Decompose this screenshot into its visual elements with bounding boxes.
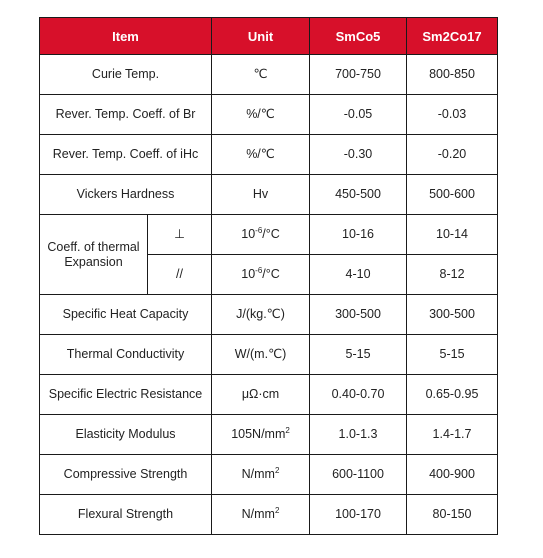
table-row	[40, 55, 498, 95]
sm2co17-cell: -0.20	[407, 135, 498, 175]
table-row	[40, 135, 498, 175]
sm2co17-cell: 80-150	[407, 495, 498, 535]
smco5-cell: 450-500	[310, 175, 407, 215]
unit-exponent: -6	[255, 266, 263, 275]
unit-cell: %/℃	[212, 95, 310, 135]
unit-base: N/mm	[241, 467, 275, 481]
table-row	[40, 175, 498, 215]
unit-exponent: 2	[274, 506, 280, 515]
sm2co17-cell: 400-900	[407, 455, 498, 495]
item-cell: Rever. Temp. Coeff. of Br	[40, 95, 212, 135]
sm2co17-cell: -0.03	[407, 95, 498, 135]
item-cell: Elasticity Modulus	[40, 415, 212, 455]
unit-exponent: -6	[255, 226, 263, 235]
perpendicular-symbol: ⊥	[148, 215, 212, 255]
unit-base: N/mm	[241, 507, 275, 521]
sm2co17-cell: 800-850	[407, 55, 498, 95]
unit-cell	[212, 455, 310, 495]
smco5-cell: 1.0-1.3	[310, 415, 407, 455]
smco5-cell: 300-500	[310, 295, 407, 335]
smco5-cell: 0.40-0.70	[310, 375, 407, 415]
item-cell: Rever. Temp. Coeff. of iHc	[40, 135, 212, 175]
unit-cell: W/(m.℃)	[212, 335, 310, 375]
header-sm2co17: Sm2Co17	[407, 18, 498, 55]
header-item: Item	[40, 18, 212, 55]
header-smco5: SmCo5	[310, 18, 407, 55]
smco5-cell: 10-16	[310, 215, 407, 255]
unit-cell: Hv	[212, 175, 310, 215]
unit-tail: /°C	[262, 227, 280, 241]
unit-base: 10	[241, 267, 256, 281]
unit-base: 105N/mm	[231, 427, 286, 441]
table-row	[40, 455, 498, 495]
table-row	[40, 215, 498, 255]
smco5-cell: 700-750	[310, 55, 407, 95]
unit-base: 10	[241, 227, 256, 241]
unit-cell	[212, 415, 310, 455]
properties-table	[39, 17, 498, 535]
table-row	[40, 95, 498, 135]
unit-cell: ℃	[212, 55, 310, 95]
smco5-cell: 5-15	[310, 335, 407, 375]
item-cell: Curie Temp.	[40, 55, 212, 95]
table-row	[40, 495, 498, 535]
smco5-cell: 4-10	[310, 255, 407, 295]
item-cell: Specific Electric Resistance	[40, 375, 212, 415]
table-row	[40, 375, 498, 415]
table-row	[40, 295, 498, 335]
smco5-cell: 600-1100	[310, 455, 407, 495]
unit-cell	[212, 495, 310, 535]
smco5-cell: -0.05	[310, 95, 407, 135]
unit-tail: /°C	[262, 267, 280, 281]
sm2co17-cell: 5-15	[407, 335, 498, 375]
table-row	[40, 415, 498, 455]
unit-cell	[212, 255, 310, 295]
sm2co17-cell: 500-600	[407, 175, 498, 215]
header-unit: Unit	[212, 18, 310, 55]
unit-exponent: 2	[274, 466, 280, 475]
sm2co17-cell: 8-12	[407, 255, 498, 295]
expansion-label: Coeff. of thermal Expansion	[40, 215, 148, 295]
item-cell: Thermal Conductivity	[40, 335, 212, 375]
item-cell: Specific Heat Capacity	[40, 295, 212, 335]
unit-cell: %/℃	[212, 135, 310, 175]
item-cell: Vickers Hardness	[40, 175, 212, 215]
parallel-symbol: //	[148, 255, 212, 295]
smco5-cell: 100-170	[310, 495, 407, 535]
table-row	[40, 335, 498, 375]
unit-exponent: 2	[285, 426, 290, 435]
header-row	[40, 18, 498, 55]
unit-cell: J/(kg.℃)	[212, 295, 310, 335]
sm2co17-cell: 1.4-1.7	[407, 415, 498, 455]
sm2co17-cell: 0.65-0.95	[407, 375, 498, 415]
unit-cell: μΩ·cm	[212, 375, 310, 415]
sm2co17-cell: 10-14	[407, 215, 498, 255]
sm2co17-cell: 300-500	[407, 295, 498, 335]
item-cell: Compressive Strength	[40, 455, 212, 495]
unit-cell	[212, 215, 310, 255]
smco5-cell: -0.30	[310, 135, 407, 175]
item-cell: Flexural Strength	[40, 495, 212, 535]
